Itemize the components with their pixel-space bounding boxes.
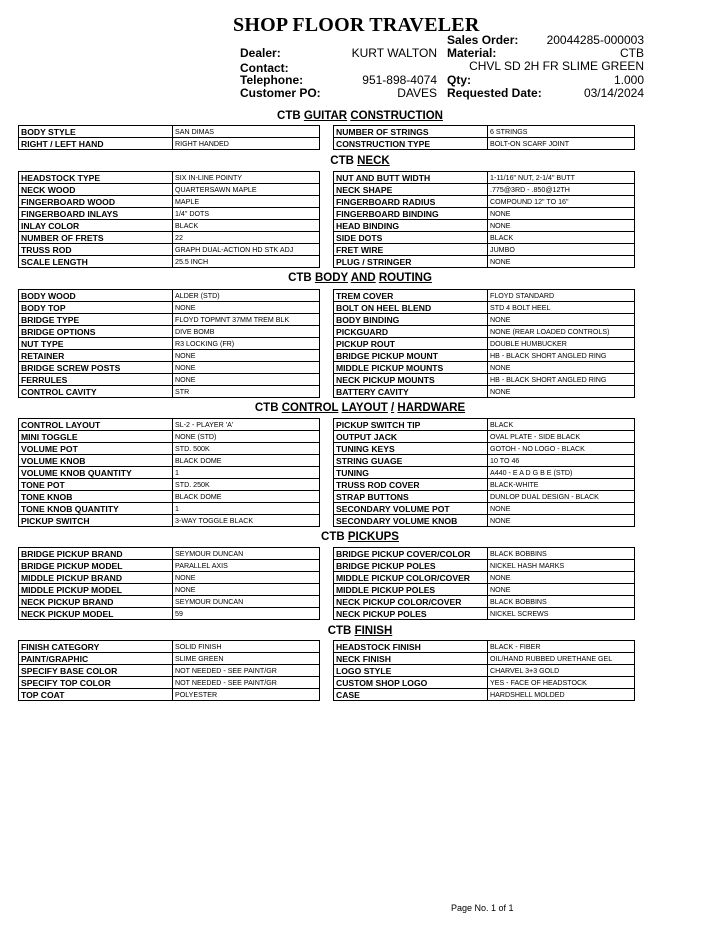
spec-label: FINGERBOARD WOOD — [19, 196, 173, 208]
qty-label: Qty: — [447, 73, 471, 87]
section-title-word: CTB — [288, 272, 312, 284]
spec-label: NECK PICKUP COLOR/COVER — [334, 596, 488, 608]
table-row — [334, 572, 635, 584]
table-row — [19, 641, 320, 653]
spec-table-right — [333, 289, 635, 398]
telephone-value: 951-898-4074 — [362, 73, 437, 87]
section-title-word: FINISH — [354, 625, 393, 637]
spec-label: SPECIFY TOP COLOR — [19, 677, 173, 689]
spec-label: TONE POT — [19, 479, 173, 491]
section-title-word: ROUTING — [378, 272, 432, 284]
spec-label: TUNING KEYS — [334, 443, 488, 455]
spec-label: NECK WOOD — [19, 184, 173, 196]
spec-value: NONE — [173, 350, 320, 362]
spec-value: COMPOUND 12" TO 16" — [488, 196, 635, 208]
table-row — [19, 584, 320, 596]
spec-value: 3-WAY TOGGLE BLACK — [173, 515, 320, 527]
spec-value: NONE — [488, 584, 635, 596]
telephone-label: Telephone: — [240, 73, 304, 87]
table-row — [334, 641, 635, 653]
spec-value: NOT NEEDED - SEE PAINT/GR — [173, 677, 320, 689]
table-row — [334, 172, 635, 184]
table-row — [334, 503, 635, 515]
spec-label: FERRULES — [19, 374, 173, 386]
spec-value: STD. 250K — [173, 479, 320, 491]
section-title-word: CTB — [327, 625, 352, 637]
section-title — [0, 155, 720, 167]
table-row — [19, 455, 320, 467]
requested-date-value: 03/14/2024 — [583, 86, 644, 100]
spec-table-left — [18, 171, 320, 268]
spec-value: SEYMOUR DUNCAN — [173, 596, 320, 608]
table-row — [19, 572, 320, 584]
table-row — [19, 503, 320, 515]
spec-label: BODY WOOD — [19, 290, 173, 302]
qty-value: 1.000 — [613, 73, 644, 87]
spec-value: DOUBLE HUMBUCKER — [488, 338, 635, 350]
spec-table-left — [18, 418, 320, 527]
table-row — [19, 548, 320, 560]
section-title-word: PICKUPS — [347, 531, 399, 543]
section-title-word: CONTROL — [281, 402, 339, 414]
spec-label: FRET WIRE — [334, 244, 488, 256]
spec-table-right — [333, 418, 635, 527]
sales-order-label: Sales Order: — [447, 33, 519, 47]
spec-value: GOTOH - NO LOGO - BLACK — [488, 443, 635, 455]
spec-value: 1/4" DOTS — [173, 208, 320, 220]
spec-label: PICKUP ROUT — [334, 338, 488, 350]
spec-value: HARDSHELL MOLDED — [488, 689, 635, 701]
spec-table-right — [333, 125, 635, 150]
table-row — [334, 244, 635, 256]
spec-value: FLOYD STANDARD — [488, 290, 635, 302]
spec-value: NONE — [173, 362, 320, 374]
spec-label: TOP COAT — [19, 689, 173, 701]
section-title — [0, 531, 720, 543]
spec-value: BLACK BOBBINS — [488, 596, 635, 608]
spec-label: STRAP BUTTONS — [334, 491, 488, 503]
spec-value: JUMBO — [488, 244, 635, 256]
spec-value: BLACK - FIBER — [488, 641, 635, 653]
table-row — [334, 584, 635, 596]
table-row — [19, 302, 320, 314]
table-row — [334, 677, 635, 689]
spec-table-left — [18, 640, 320, 701]
spec-label: CONTROL LAYOUT — [19, 419, 173, 431]
customer-po-label: Customer PO: — [240, 86, 321, 100]
spec-table-left — [18, 547, 320, 620]
spec-value: DIVE BOMB — [173, 326, 320, 338]
table-row — [19, 374, 320, 386]
spec-label: STRING GUAGE — [334, 455, 488, 467]
dealer-label: Dealer: — [240, 46, 281, 60]
spec-label: INLAY COLOR — [19, 220, 173, 232]
spec-value: NONE — [488, 256, 635, 268]
spec-label: NECK SHAPE — [334, 184, 488, 196]
spec-value: SAN DIMAS — [173, 126, 320, 138]
section-title-word: NECK — [357, 155, 390, 167]
section-title-word: CTB — [321, 531, 345, 543]
table-row — [19, 431, 320, 443]
spec-label: NECK FINISH — [334, 653, 488, 665]
dealer-value: KURT WALTON — [351, 46, 437, 60]
table-row — [334, 374, 635, 386]
spec-value: NONE — [488, 220, 635, 232]
table-row — [334, 548, 635, 560]
table-row — [334, 184, 635, 196]
spec-value: NONE — [173, 572, 320, 584]
spec-label: TREM COVER — [334, 290, 488, 302]
spec-label: FINGERBOARD INLAYS — [19, 208, 173, 220]
spec-label: MIDDLE PICKUP COLOR/COVER — [334, 572, 488, 584]
spec-label: TONE KNOB — [19, 491, 173, 503]
spec-value: POLYESTER — [173, 689, 320, 701]
spec-label: VOLUME KNOB QUANTITY — [19, 467, 173, 479]
spec-label: MIDDLE PICKUP POLES — [334, 584, 488, 596]
spec-value: PARALLEL AXIS — [173, 560, 320, 572]
spec-label: VOLUME POT — [19, 443, 173, 455]
spec-label: NUT AND BUTT WIDTH — [334, 172, 488, 184]
table-row — [334, 608, 635, 620]
material-description: CHVL SD 2H FR SLIME GREEN — [469, 59, 644, 73]
table-row — [334, 689, 635, 701]
spec-value: R3 LOCKING (FR) — [173, 338, 320, 350]
table-row — [334, 126, 635, 138]
spec-label: SECONDARY VOLUME KNOB — [334, 515, 488, 527]
table-row — [19, 220, 320, 232]
section-title-word: AND — [350, 272, 376, 284]
table-row — [334, 196, 635, 208]
spec-label: CONSTRUCTION TYPE — [334, 138, 488, 150]
spec-value: HB - BLACK SHORT ANGLED RING — [488, 374, 635, 386]
table-row — [334, 653, 635, 665]
spec-label: NECK PICKUP POLES — [334, 608, 488, 620]
section-title-word: CONSTRUCTION — [350, 110, 443, 122]
spec-label: BRIDGE PICKUP POLES — [334, 560, 488, 572]
spec-label: PICKUP SWITCH TIP — [334, 419, 488, 431]
section-title-word: HARDWARE — [397, 402, 466, 414]
spec-label: TRUSS ROD COVER — [334, 479, 488, 491]
spec-value: BOLT-ON SCARF JOINT — [488, 138, 635, 150]
spec-value: MAPLE — [173, 196, 320, 208]
section-title-word: CTB — [277, 110, 301, 122]
spec-value: NICKEL SCREWS — [488, 608, 635, 620]
spec-value: SEYMOUR DUNCAN — [173, 548, 320, 560]
table-row — [19, 138, 320, 150]
table-row — [334, 479, 635, 491]
table-row — [19, 515, 320, 527]
spec-value: SL-2 - PLAYER 'A' — [173, 419, 320, 431]
spec-value: 59 — [173, 608, 320, 620]
page-number: Page No. 1 of 1 — [451, 903, 514, 913]
table-row — [334, 256, 635, 268]
table-row — [334, 431, 635, 443]
spec-label: BRIDGE PICKUP MODEL — [19, 560, 173, 572]
spec-label: SIDE DOTS — [334, 232, 488, 244]
spec-value: BLACK DOME — [173, 491, 320, 503]
section-title-word: LAYOUT — [341, 402, 388, 414]
spec-label: BODY STYLE — [19, 126, 173, 138]
table-row — [334, 665, 635, 677]
table-row — [19, 479, 320, 491]
spec-value: DUNLOP DUAL DESIGN - BLACK — [488, 491, 635, 503]
spec-value: NONE (REAR LOADED CONTROLS) — [488, 326, 635, 338]
section-title — [0, 402, 720, 414]
table-row — [334, 467, 635, 479]
spec-label: HEADSTOCK TYPE — [19, 172, 173, 184]
table-row — [19, 256, 320, 268]
table-row — [334, 208, 635, 220]
table-row — [19, 244, 320, 256]
spec-value: A440 - E A D G B E (STD) — [488, 467, 635, 479]
table-row — [334, 138, 635, 150]
table-row — [19, 196, 320, 208]
spec-label: BRIDGE TYPE — [19, 314, 173, 326]
spec-value: NONE — [173, 374, 320, 386]
spec-label: VOLUME KNOB — [19, 455, 173, 467]
spec-value: .775@3RD - .850@12TH — [488, 184, 635, 196]
section-title — [0, 272, 720, 284]
spec-value: BLACK BOBBINS — [488, 548, 635, 560]
spec-value: SIX IN-LINE POINTY — [173, 172, 320, 184]
spec-table-right — [333, 640, 635, 701]
spec-value: 10 TO 46 — [488, 455, 635, 467]
spec-label: PICKGUARD — [334, 326, 488, 338]
spec-table-right — [333, 547, 635, 620]
spec-value: ALDER (STD) — [173, 290, 320, 302]
spec-label: BODY TOP — [19, 302, 173, 314]
spec-label: BRIDGE SCREW POSTS — [19, 362, 173, 374]
spec-label: MIDDLE PICKUP MOUNTS — [334, 362, 488, 374]
spec-label: BATTERY CAVITY — [334, 386, 488, 398]
spec-label: SPECIFY BASE COLOR — [19, 665, 173, 677]
spec-label: NECK PICKUP MOUNTS — [334, 374, 488, 386]
table-row — [19, 560, 320, 572]
spec-value: OVAL PLATE - SIDE BLACK — [488, 431, 635, 443]
spec-label: PLUG / STRINGER — [334, 256, 488, 268]
table-row — [19, 653, 320, 665]
spec-value: NICKEL HASH MARKS — [488, 560, 635, 572]
table-row — [334, 419, 635, 431]
table-row — [334, 455, 635, 467]
spec-label: NECK PICKUP BRAND — [19, 596, 173, 608]
spec-value: NONE — [488, 362, 635, 374]
spec-value: NOT NEEDED - SEE PAINT/GR — [173, 665, 320, 677]
table-row — [19, 232, 320, 244]
spec-value: SLIME GREEN — [173, 653, 320, 665]
spec-value: CHARVEL 3+3 GOLD — [488, 665, 635, 677]
spec-label: BRIDGE PICKUP COVER/COLOR — [334, 548, 488, 560]
spec-value: BLACK — [488, 419, 635, 431]
spec-value: OIL/HAND RUBBED URETHANE GEL — [488, 653, 635, 665]
spec-table-left — [18, 289, 320, 398]
spec-value: 1 — [173, 503, 320, 515]
requested-date-label: Requested Date: — [447, 86, 542, 100]
table-row — [334, 302, 635, 314]
table-row — [334, 443, 635, 455]
table-row — [19, 362, 320, 374]
table-row — [334, 515, 635, 527]
spec-label: CUSTOM SHOP LOGO — [334, 677, 488, 689]
spec-label: MIDDLE PICKUP BRAND — [19, 572, 173, 584]
spec-table-right — [333, 171, 635, 268]
table-row — [334, 220, 635, 232]
table-row — [19, 677, 320, 689]
spec-value: FLOYD TOPMNT 37MM TREM BLK — [173, 314, 320, 326]
section-title-word: BODY — [314, 272, 348, 284]
table-row — [19, 338, 320, 350]
table-row — [19, 172, 320, 184]
table-row — [334, 290, 635, 302]
table-row — [334, 232, 635, 244]
table-row — [19, 491, 320, 503]
table-row — [19, 419, 320, 431]
sales-order-value: 20044285-000003 — [546, 33, 644, 47]
spec-value: RIGHT HANDED — [173, 138, 320, 150]
table-row — [19, 608, 320, 620]
spec-table-left — [18, 125, 320, 150]
spec-value: NONE — [488, 314, 635, 326]
spec-value: STD 4 BOLT HEEL — [488, 302, 635, 314]
spec-label: RIGHT / LEFT HAND — [19, 138, 173, 150]
table-row — [334, 386, 635, 398]
table-row — [19, 596, 320, 608]
table-row — [19, 386, 320, 398]
spec-value: BLACK — [488, 232, 635, 244]
table-row — [334, 560, 635, 572]
document-title: SHOP FLOOR TRAVELER — [233, 14, 480, 36]
spec-value: NONE — [488, 386, 635, 398]
spec-label: BOLT ON HEEL BLEND — [334, 302, 488, 314]
table-row — [334, 350, 635, 362]
table-row — [19, 208, 320, 220]
spec-label: MIDDLE PICKUP MODEL — [19, 584, 173, 596]
spec-value: SOLID FINISH — [173, 641, 320, 653]
spec-label: RETAINER — [19, 350, 173, 362]
spec-label: NECK PICKUP MODEL — [19, 608, 173, 620]
contact-label: Contact: — [240, 61, 289, 75]
spec-value: YES - FACE OF HEADSTOCK — [488, 677, 635, 689]
spec-value: BLACK DOME — [173, 455, 320, 467]
table-row — [19, 467, 320, 479]
spec-value: GRAPH DUAL-ACTION HD STK ADJ — [173, 244, 320, 256]
table-row — [19, 290, 320, 302]
spec-value: STD. 500K — [173, 443, 320, 455]
spec-label: CASE — [334, 689, 488, 701]
section-title-word: CTB — [254, 402, 279, 414]
spec-value: 6 STRINGS — [488, 126, 635, 138]
spec-label: FINISH CATEGORY — [19, 641, 173, 653]
table-row — [19, 350, 320, 362]
spec-value: STR — [173, 386, 320, 398]
spec-value: NONE — [173, 584, 320, 596]
section-title-word: GUITAR — [303, 110, 348, 122]
spec-value: QUARTERSAWN MAPLE — [173, 184, 320, 196]
spec-label: TRUSS ROD — [19, 244, 173, 256]
section-title-word: / — [391, 402, 395, 414]
section-title — [0, 110, 720, 122]
spec-label: FINGERBOARD BINDING — [334, 208, 488, 220]
spec-value: NONE — [488, 572, 635, 584]
spec-label: TONE KNOB QUANTITY — [19, 503, 173, 515]
table-row — [19, 314, 320, 326]
spec-value: HB - BLACK SHORT ANGLED RING — [488, 350, 635, 362]
table-row — [334, 326, 635, 338]
spec-label: SCALE LENGTH — [19, 256, 173, 268]
spec-label: PAINT/GRAPHIC — [19, 653, 173, 665]
section-title — [0, 625, 720, 637]
table-row — [19, 184, 320, 196]
section-title-word: CTB — [330, 155, 354, 167]
spec-value: NONE (STD) — [173, 431, 320, 443]
spec-label: HEAD BINDING — [334, 220, 488, 232]
table-row — [334, 338, 635, 350]
table-row — [19, 665, 320, 677]
customer-po-value: DAVES — [397, 86, 437, 100]
table-row — [334, 491, 635, 503]
spec-label: OUTPUT JACK — [334, 431, 488, 443]
spec-value: BLACK — [173, 220, 320, 232]
table-row — [334, 314, 635, 326]
spec-label: TUNING — [334, 467, 488, 479]
spec-label: BRIDGE PICKUP BRAND — [19, 548, 173, 560]
spec-label: NUMBER OF STRINGS — [334, 126, 488, 138]
spec-label: PICKUP SWITCH — [19, 515, 173, 527]
spec-label: NUT TYPE — [19, 338, 173, 350]
table-row — [19, 126, 320, 138]
spec-label: MINI TOGGLE — [19, 431, 173, 443]
spec-label: LOGO STYLE — [334, 665, 488, 677]
table-row — [334, 362, 635, 374]
spec-label: SECONDARY VOLUME POT — [334, 503, 488, 515]
spec-value: NONE — [488, 208, 635, 220]
spec-value: NONE — [173, 302, 320, 314]
table-row — [19, 443, 320, 455]
spec-label: NUMBER OF FRETS — [19, 232, 173, 244]
table-row — [19, 689, 320, 701]
material-label: Material: — [447, 46, 497, 60]
table-row — [19, 326, 320, 338]
spec-value: 1-11/16" NUT, 2-1/4" BUTT — [488, 172, 635, 184]
spec-label: FINGERBOARD RADIUS — [334, 196, 488, 208]
spec-value: 22 — [173, 232, 320, 244]
spec-value: NONE — [488, 515, 635, 527]
table-row — [334, 596, 635, 608]
spec-value: NONE — [488, 503, 635, 515]
spec-label: CONTROL CAVITY — [19, 386, 173, 398]
spec-label: HEADSTOCK FINISH — [334, 641, 488, 653]
spec-value: 1 — [173, 467, 320, 479]
spec-label: BRIDGE OPTIONS — [19, 326, 173, 338]
spec-value: 25.5 INCH — [173, 256, 320, 268]
spec-value: BLACK-WHITE — [488, 479, 635, 491]
spec-label: BRIDGE PICKUP MOUNT — [334, 350, 488, 362]
material-value: CTB — [620, 46, 644, 60]
spec-label: BODY BINDING — [334, 314, 488, 326]
